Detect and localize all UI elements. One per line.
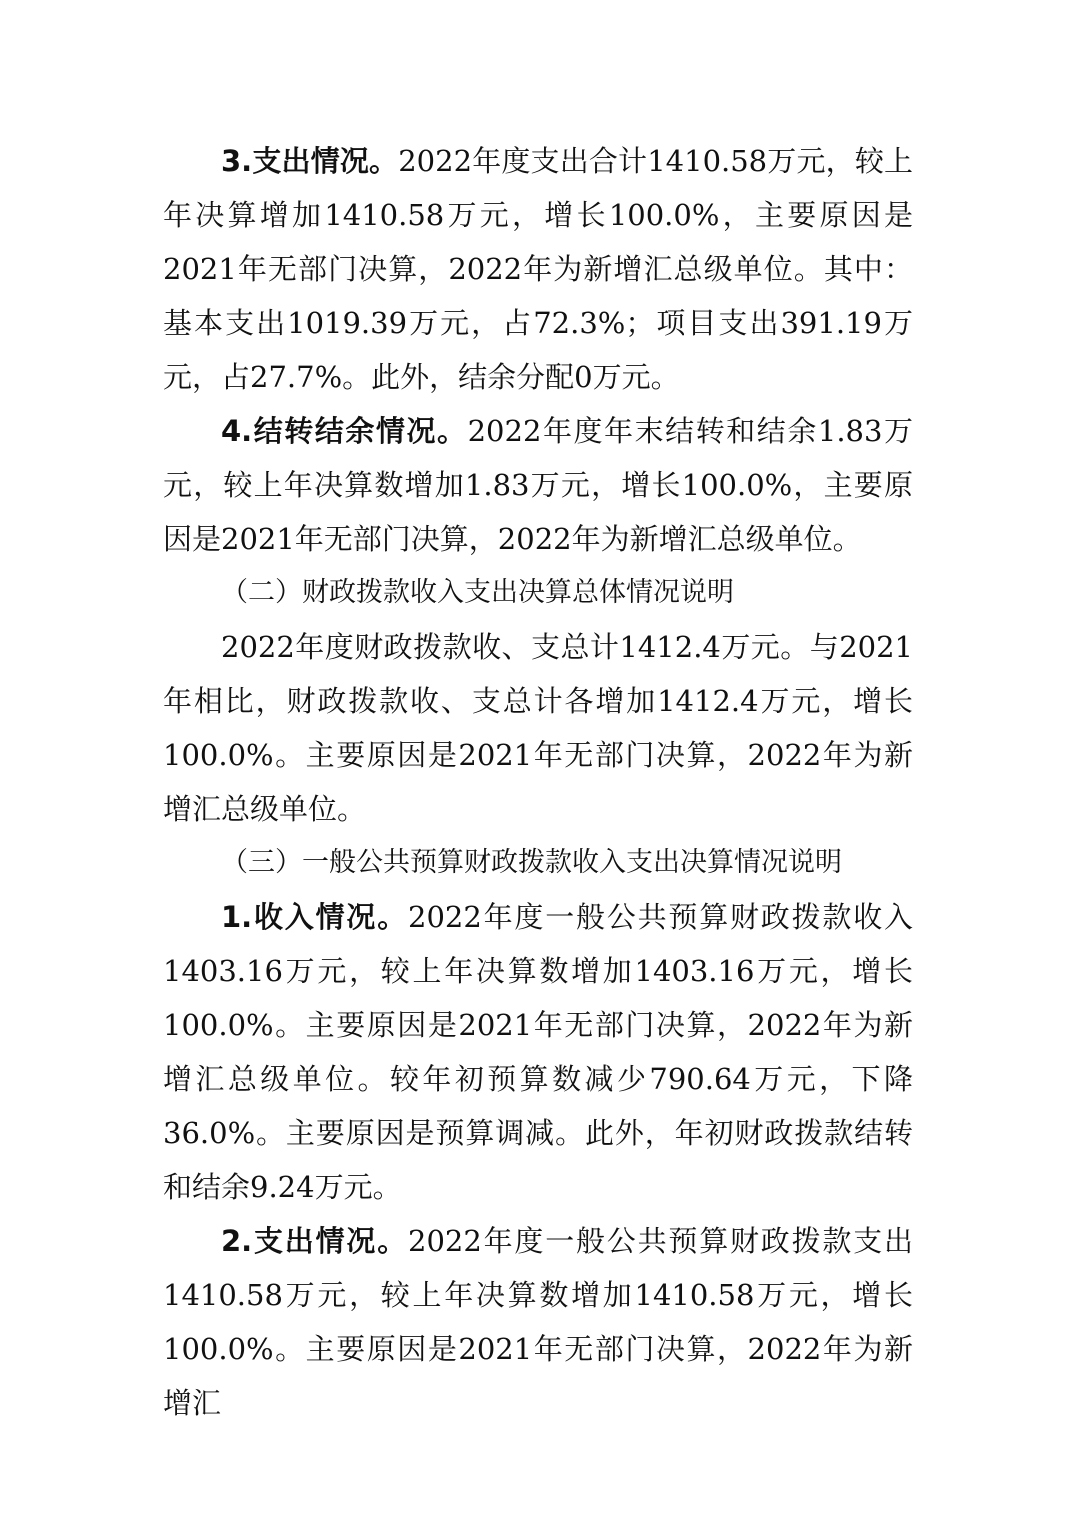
paragraph-fiscal-overall: 2022年度财政拨款收、支总计1412.4万元。与2021年相比，财政拨款收、支总计各增加1412.4万元，增长100.0%。主要原因是2021年无部门决算，2022年为新增汇总级单位。 [163,630,913,826]
document-page [163,134,913,1430]
paragraph-carryover [163,404,913,566]
paragraph-expenditure [163,134,913,404]
paragraph-general-expenditure [163,1214,913,1430]
paragraph-lead: 1.收入情况。 [221,900,408,934]
section-heading-general-budget: （三）一般公共预算财政拨款收入支出决算情况说明 [221,847,842,878]
paragraph-text: 2022年度年末结转和结余1.83万元，较上年决算数增加1.83万元，增长100.0%，主要原因是2021年无部门决算，2022年为新增汇总级单位。 [163,414,914,556]
paragraph-lead: 2.支出情况。 [221,1224,408,1258]
paragraph-text: 2022年度一般公共预算财政拨款收入1403.16万元，较上年决算数增加1403.16万元，增长100.0%。主要原因是2021年无部门决算，2022年为新增汇总级单位。较年初预算数减少790.64万元，下降36.0%。主要原因是预算调减。此外，年初财政拨款结转和结余9.24万元。 [163,900,913,1204]
paragraph-income [163,890,913,1214]
paragraph-text: 2022年度一般公共预算财政拨款支出1410.58万元，较上年决算数增加1410.58万元，增长100.0%。主要原因是2021年无部门决算，2022年为新增汇 [163,1224,913,1420]
paragraph-lead: 4.结转结余情况。 [221,414,468,448]
section-heading-fiscal-overall: （二）财政拨款收入支出决算总体情况说明 [221,577,734,608]
paragraph-lead: 3.支出情况。 [221,144,399,178]
paragraph-text: 2022年度支出合计1410.58万元，较上年决算增加1410.58万元，增长100.0%，主要原因是2021年无部门决算，2022年为新增汇总级单位。其中：基本支出1019.39万元，占72.3%；项目支出391.19万元，占27.7%。此外，结余分配0万元。 [163,144,913,394]
